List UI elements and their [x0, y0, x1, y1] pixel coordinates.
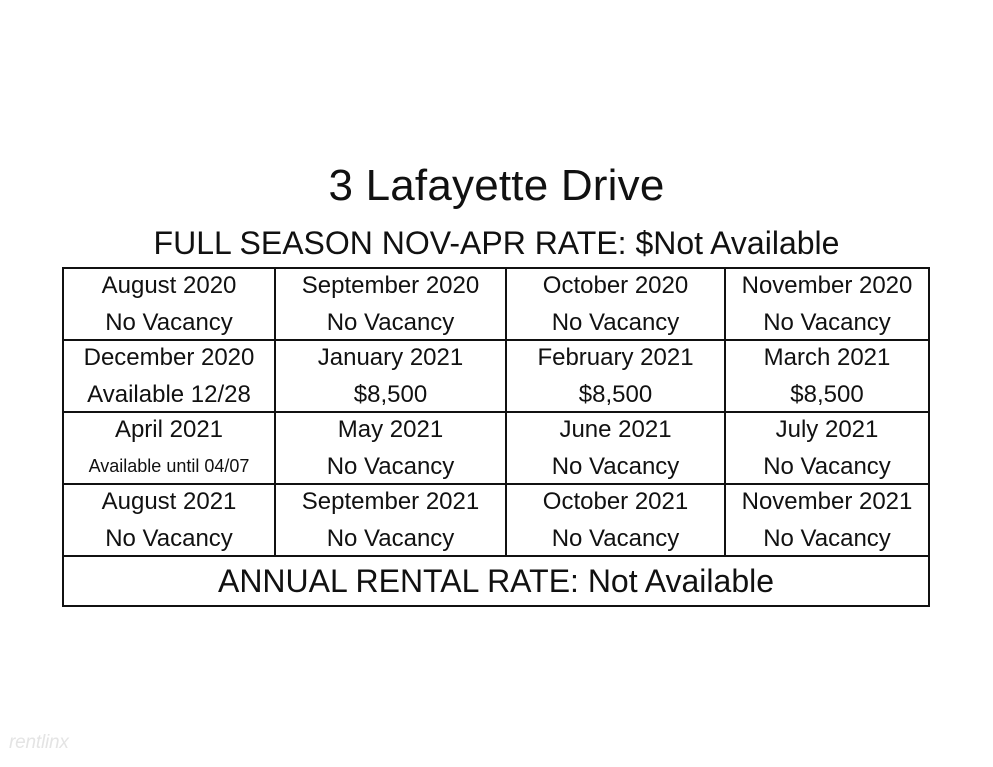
- cell-status: $8,500: [353, 381, 428, 408]
- cell-status: $8,500: [790, 381, 864, 408]
- cell-status: No Vacancy: [763, 309, 891, 336]
- table-cell: [725, 484, 929, 556]
- page-title: 3 Lafayette Drive: [328, 161, 665, 210]
- cell-month: May 2021: [337, 416, 444, 443]
- cell-status: No Vacancy: [763, 525, 891, 552]
- cell-status: No Vacancy: [763, 453, 891, 480]
- cell-status: Available until 04/07: [88, 456, 250, 476]
- cell-month: November 2020: [741, 272, 913, 299]
- table-cell: [275, 340, 506, 412]
- table-row: [63, 268, 929, 340]
- cell-status: No Vacancy: [326, 525, 455, 552]
- cell-month: April 2021: [114, 416, 224, 443]
- cell-month: June 2021: [559, 416, 672, 443]
- table-cell: [506, 412, 725, 484]
- cell-status: No Vacancy: [551, 525, 680, 552]
- cell-status: No Vacancy: [551, 309, 680, 336]
- table-cell: [506, 484, 725, 556]
- cell-month: August 2021: [101, 488, 237, 515]
- cell-month: July 2021: [775, 416, 879, 443]
- cell-month: October 2020: [542, 272, 689, 299]
- cell-month: October 2021: [542, 488, 689, 515]
- rate-table: [62, 267, 930, 607]
- annual-rate-cell: [63, 556, 929, 606]
- cell-month: December 2020: [83, 344, 255, 371]
- table-cell: [275, 484, 506, 556]
- cell-month: January 2021: [317, 344, 464, 371]
- cell-month: March 2021: [763, 344, 891, 371]
- table-cell: [725, 340, 929, 412]
- table-cell: [506, 268, 725, 340]
- cell-month: August 2020: [101, 272, 237, 299]
- table-cell: [63, 340, 275, 412]
- watermark-logo: rentlinx: [9, 732, 69, 753]
- table-row: [63, 484, 929, 556]
- cell-status: Available 12/28: [87, 381, 251, 408]
- cell-status: No Vacancy: [105, 525, 233, 552]
- table-cell: [506, 340, 725, 412]
- annual-rate-text: ANNUAL RENTAL RATE: Not Available: [217, 563, 775, 599]
- cell-month: September 2020: [301, 272, 480, 299]
- cell-status: No Vacancy: [551, 453, 680, 480]
- table-row: [63, 412, 929, 484]
- table-cell: [63, 268, 275, 340]
- annual-row: [63, 556, 929, 606]
- cell-month: September 2021: [301, 488, 480, 515]
- table-cell: [725, 268, 929, 340]
- cell-status: No Vacancy: [105, 309, 233, 336]
- cell-month: November 2021: [741, 488, 913, 515]
- season-rate-subtitle: FULL SEASON NOV-APR RATE: $Not Available: [153, 225, 840, 261]
- table-cell: [725, 412, 929, 484]
- table-cell: [275, 268, 506, 340]
- table-cell: [275, 412, 506, 484]
- cell-status: No Vacancy: [326, 309, 455, 336]
- table-cell: [63, 484, 275, 556]
- cell-status: $8,500: [578, 381, 653, 408]
- table-cell: [63, 412, 275, 484]
- cell-month: February 2021: [537, 344, 694, 371]
- cell-status: No Vacancy: [326, 453, 455, 480]
- table-row: [63, 340, 929, 412]
